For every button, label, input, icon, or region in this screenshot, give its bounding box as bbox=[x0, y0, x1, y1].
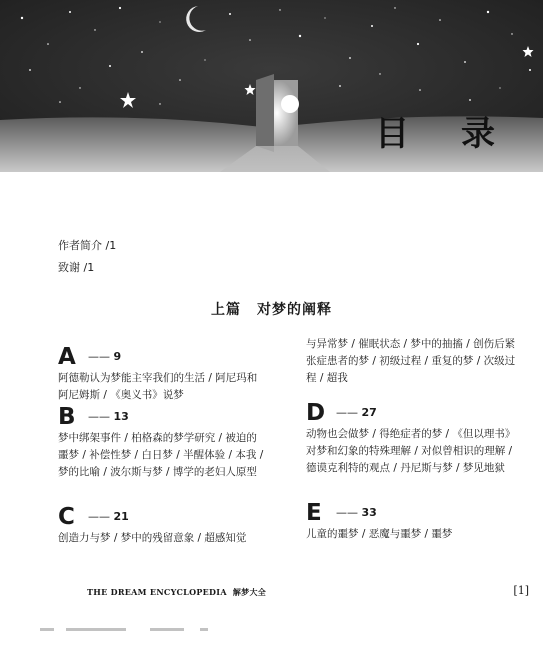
header-banner bbox=[0, 0, 543, 172]
front-matter-author: 作者简介 /1 bbox=[58, 239, 117, 252]
footer-series-en: THE DREAM ENCYCLOPEDIA bbox=[87, 587, 227, 597]
footer-page-number: [1] bbox=[513, 584, 529, 597]
entry-page: —— 27 bbox=[336, 406, 377, 419]
footer-series-cn: 解梦大全 bbox=[232, 588, 267, 597]
entry-letter: A bbox=[58, 344, 76, 370]
footer-series-title bbox=[87, 587, 266, 598]
entry-page: —— 13 bbox=[88, 410, 129, 423]
entry-topics: 动物也会做梦 / 得绝症者的梦 / 《但以理书》对梦和幻象的特殊理解 / 对似曾相识的理解 / 德谟克利特的观点 / 丹尼斯与梦 / 梦见地狱 bbox=[306, 428, 516, 474]
entry-letter: C bbox=[58, 504, 75, 530]
scan-artifact bbox=[200, 628, 208, 631]
front-matter-acknowledgements: 致谢 /1 bbox=[58, 261, 95, 274]
page-title: 目 录 bbox=[375, 114, 515, 154]
section-title-text: 对梦的阐释 bbox=[257, 302, 332, 318]
toc-entry-a bbox=[58, 344, 264, 404]
entry-topics: 梦中绑架事件 / 柏格森的梦学研究 / 被迫的噩梦 / 补偿性梦 / 白日梦 / 半醒体验 / 本我 / 梦的比喻 / 波尔斯与梦 / 博学的老妇人原型 bbox=[58, 432, 264, 478]
entry-letter: D bbox=[306, 400, 326, 426]
section-heading bbox=[0, 299, 543, 319]
entry-letter: B bbox=[58, 404, 76, 430]
entry-topics: 阿德勒认为梦能主宰我们的生活 / 阿尼玛和阿尼姆斯 / 《奥义书》说梦 bbox=[58, 372, 258, 401]
section-part: 上篇 bbox=[211, 302, 241, 318]
toc-entry-c bbox=[58, 504, 264, 547]
entry-letter: E bbox=[306, 500, 322, 526]
toc-entry-e bbox=[306, 500, 518, 543]
entry-page: —— 33 bbox=[336, 506, 377, 519]
continuation-text: 与异常梦 / 催眠状态 / 梦中的抽搐 / 创伤后紧张症患者的梦 / 初级过程 / 重复的梦 / 次级过程 / 超我 bbox=[306, 338, 516, 384]
scan-artifact bbox=[40, 628, 54, 631]
scan-artifact bbox=[66, 628, 126, 631]
entry-page: —— 9 bbox=[88, 350, 121, 363]
scan-artifact bbox=[150, 628, 184, 631]
entry-topics: 创造力与梦 / 梦中的残留意象 / 超感知觉 bbox=[58, 532, 247, 544]
toc-entry-d bbox=[306, 400, 518, 477]
toc-entry-b bbox=[58, 404, 264, 481]
entry-page: —— 21 bbox=[88, 510, 129, 523]
entry-topics: 儿童的噩梦 / 恶魔与噩梦 / 噩梦 bbox=[306, 528, 453, 540]
